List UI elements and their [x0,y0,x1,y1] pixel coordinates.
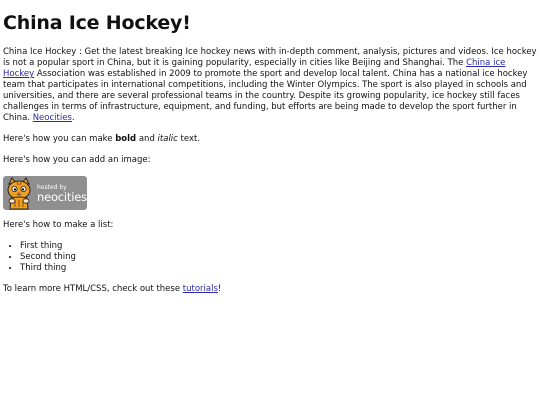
page-content [0,11,540,295]
italic-text: italic [157,134,178,144]
intro-paragraph [3,47,537,124]
list-item: • Second thing [20,252,537,263]
learn-more-paragraph [3,284,537,295]
example-list [3,241,537,274]
page-title: China Ice Hockey! [3,12,191,34]
image-instruction: Here's how you can add an image: [3,155,151,165]
badge-text [37,184,87,203]
list-instruction: Here's how to make a list: [3,220,114,230]
formatting-text-2: and [136,134,158,144]
formatting-text-3: text. [177,134,201,144]
learn-more-text-2: ! [217,284,222,294]
neocities-link[interactable]: Neocities [32,113,72,123]
tutorials-link[interactable]: tutorials [182,284,218,294]
china-ice-hockey-link[interactable]: China ice Hockey [3,58,506,79]
formatting-text-1: Here's how you can make [3,134,116,144]
neocities-cat-logo-icon [3,176,35,210]
intro-text-2: Association was established in 2009 to promote the sport and develop local talent. China has a national ice hockey team that participates in international competitions, including the Winter Olympics. The sport is also played in schools and universities, and there are several professional teams in the country. Despite its growing popularity, ice hockey still faces challenges in terms of infrastructure, equipment, and funding, but efforts are being made to develop the sport further in China. [3,69,528,123]
learn-more-text-1: To learn more HTML/CSS, check out these [3,284,183,294]
formatting-paragraph [3,134,537,145]
bold-text: bold [115,134,137,144]
hosted-by-neocities-badge [3,176,87,210]
list-item: • Third thing [20,263,537,274]
list-item: • First thing [20,241,537,252]
badge-neocities-text: neocities [37,189,87,204]
badge-hosted-by-text: hosted by [37,183,67,191]
intro-text-3: . [71,113,75,123]
intro-text-1: China Ice Hockey : Get the latest breaking Ice hockey news with in-depth comment, analysis, pictures and videos. Ice hockey is not a popular sport in China, but it is gaining popularity, especially in cities like Beijing and Shanghai. The [3,47,537,68]
